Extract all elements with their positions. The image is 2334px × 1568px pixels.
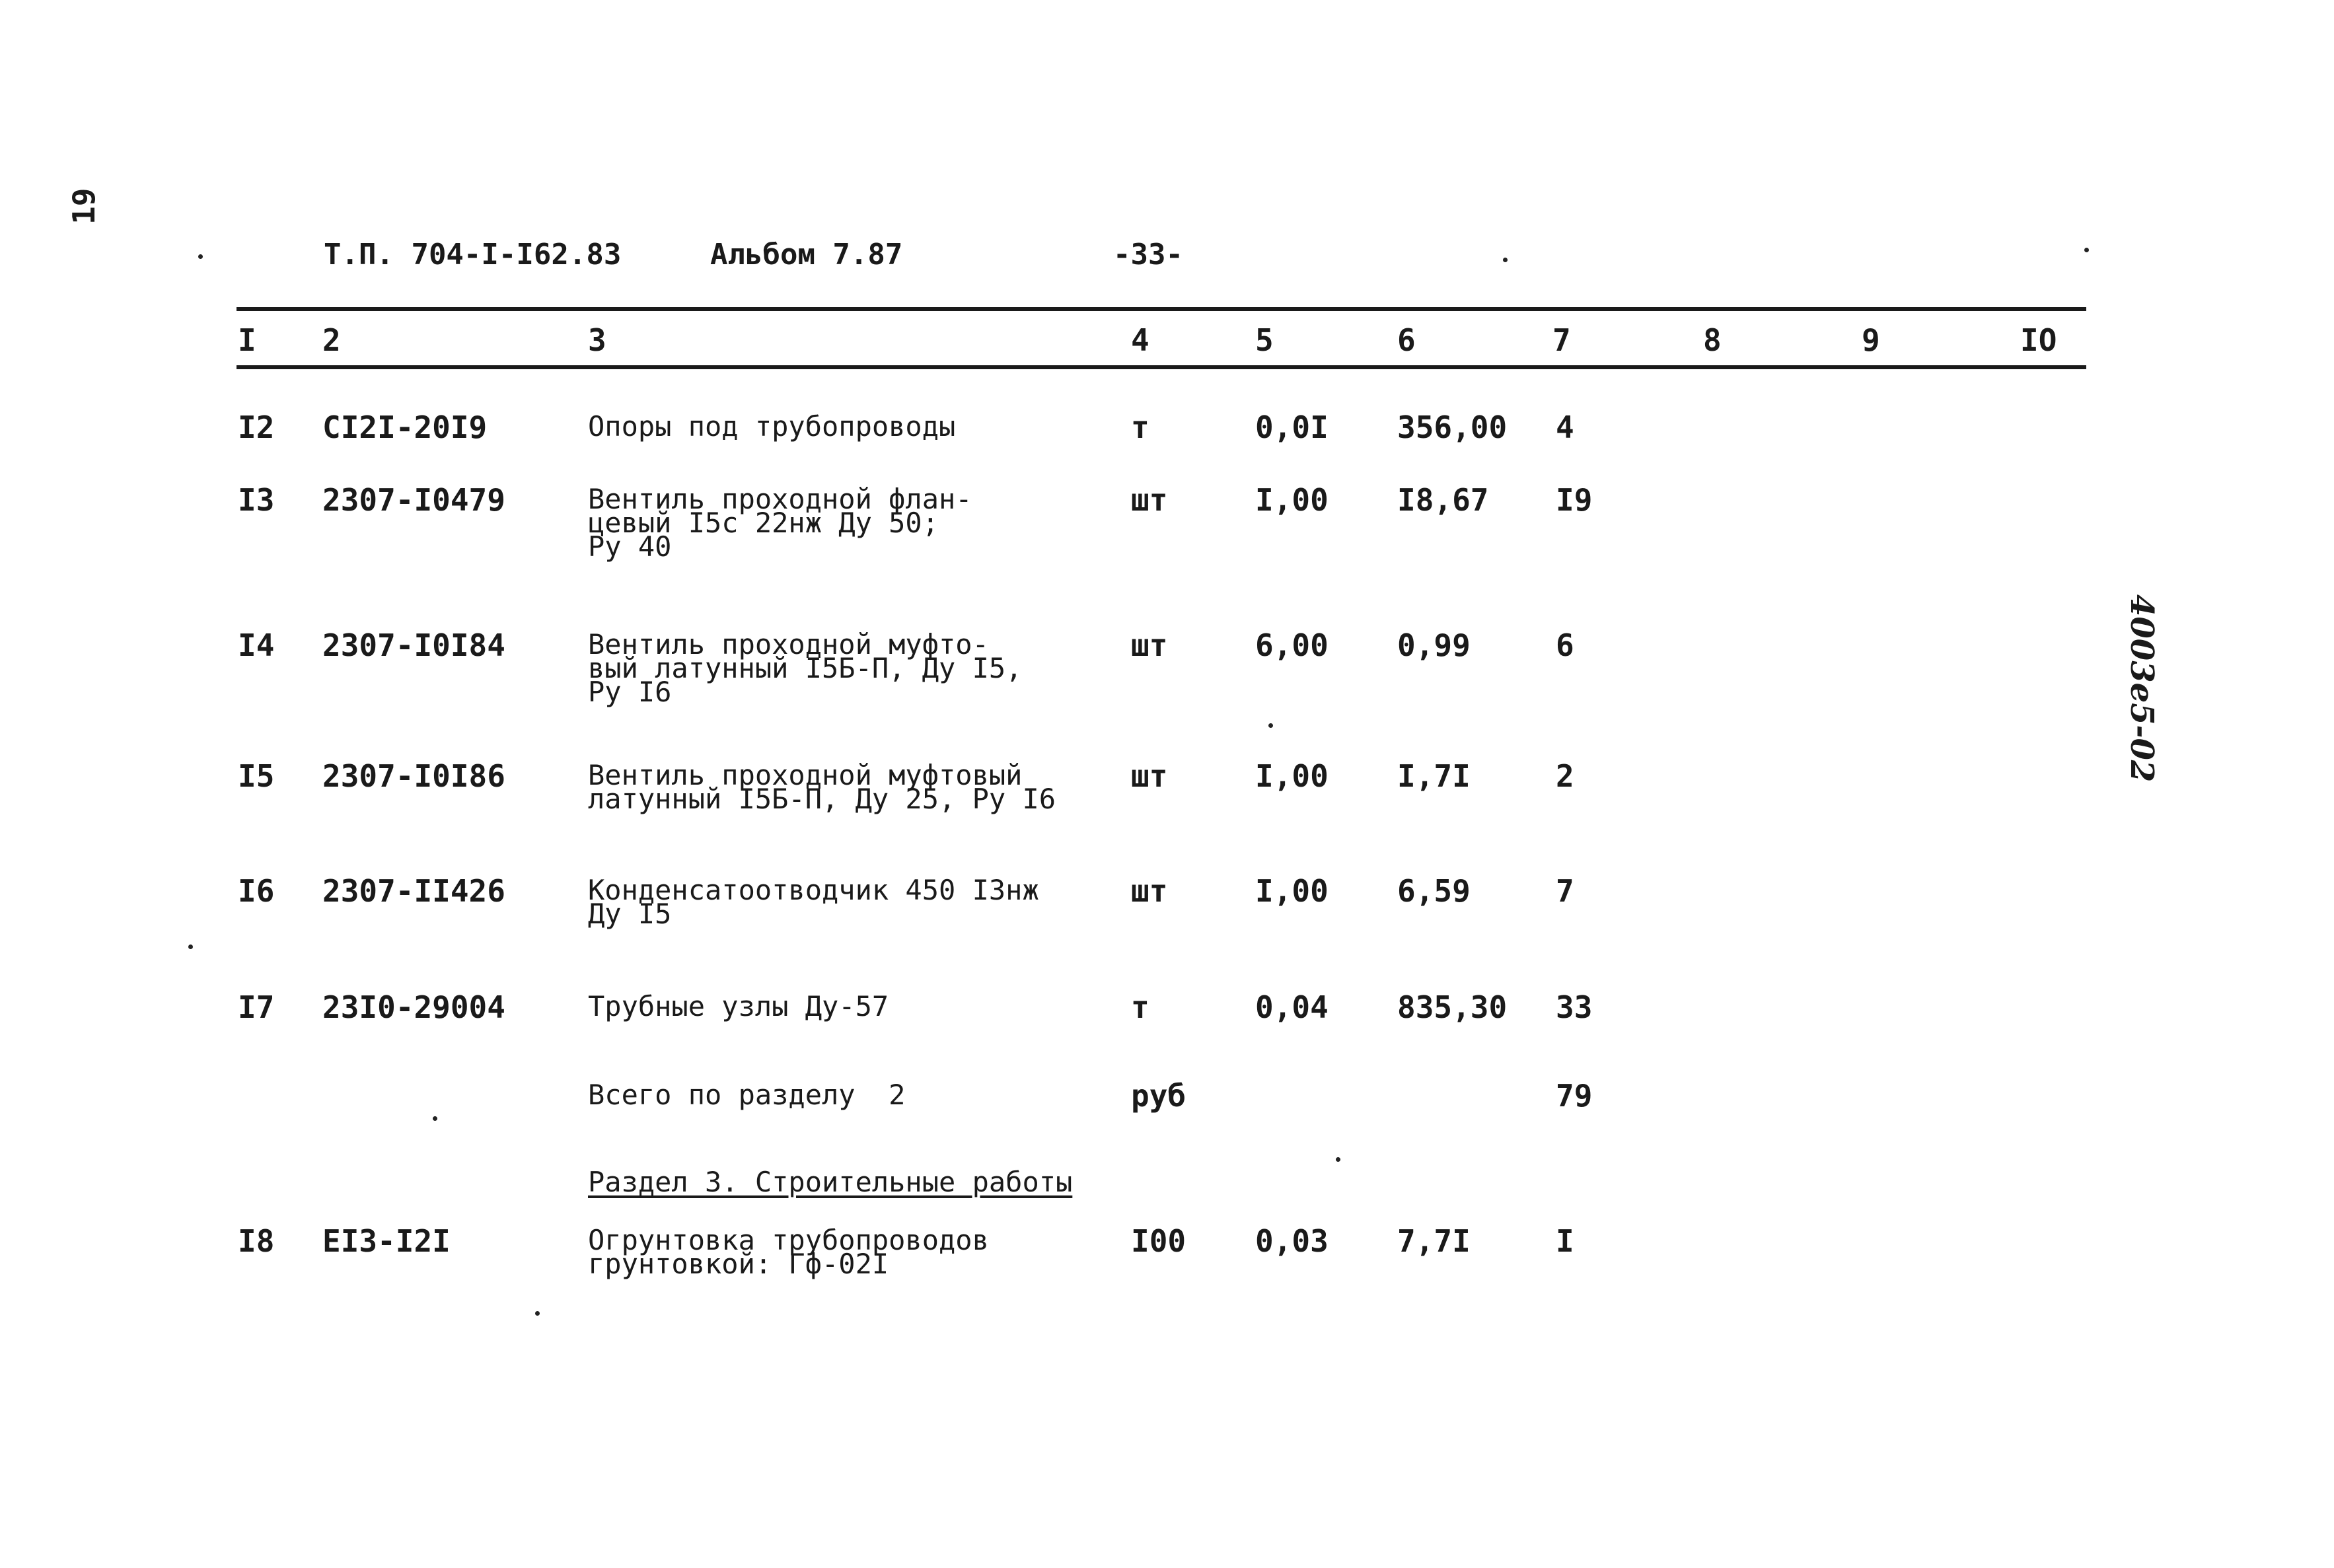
row-description: Конденсатоотводчик 450 I3нж Ду I5: [588, 874, 1039, 930]
scan-speck: [1268, 723, 1273, 728]
row-number: I2: [238, 410, 275, 445]
row-unit: т: [1131, 989, 1149, 1025]
side-stamp: 4003е5-02: [2123, 594, 2160, 783]
col-number-2: 2: [322, 322, 341, 358]
section-title: Раздел 3. Строительные работы: [588, 1166, 1073, 1198]
scan-speck: [198, 254, 203, 259]
row-total: 2: [1556, 758, 1574, 794]
row-unit: шт: [1131, 627, 1168, 663]
row-description: Трубные узлы Ду-57: [588, 990, 889, 1022]
row-total: I9: [1556, 482, 1593, 518]
row-price: 835,30: [1397, 989, 1508, 1025]
row-unit: шт: [1131, 758, 1168, 794]
row-quantity: 0,0I: [1255, 410, 1329, 445]
row-total: 7: [1556, 873, 1574, 909]
row-unit: I00: [1131, 1223, 1186, 1259]
scan-speck: [535, 1311, 540, 1316]
row-total: 4: [1556, 410, 1574, 445]
col-number-1: I: [238, 322, 256, 358]
row-code: 23I0-29004: [322, 989, 505, 1025]
subtotal-unit: руб: [1131, 1078, 1186, 1114]
subtotal-total: 79: [1556, 1078, 1593, 1114]
row-description: Вентиль проходной муфто- вый латунный I5Б-П, Ду I5, Ру I6: [588, 628, 1023, 708]
col-number-9: 9: [1862, 322, 1880, 358]
scan-speck: [2084, 248, 2089, 252]
row-quantity: I,00: [1255, 482, 1329, 518]
row-price: 356,00: [1397, 410, 1508, 445]
row-quantity: 0,04: [1255, 989, 1329, 1025]
subtotal-label: Всего по разделу 2: [588, 1079, 906, 1111]
col-number-3: 3: [588, 322, 606, 358]
row-code: 2307-I0I86: [322, 758, 505, 794]
row-code: CI2I-20I9: [322, 410, 488, 445]
col-number-10: IO: [2020, 322, 2057, 358]
row-unit: шт: [1131, 482, 1168, 518]
row-number: I5: [238, 758, 275, 794]
table-header-rule: [237, 365, 2086, 369]
row-quantity: 0,03: [1255, 1223, 1329, 1259]
row-code: 2307-II426: [322, 873, 505, 909]
row-description: Вентиль проходной муфтовый латунный I5Б-П, Ду 25, Ру I6: [588, 759, 1056, 815]
scan-speck: [188, 944, 193, 949]
row-total: 33: [1556, 989, 1593, 1025]
col-number-7: 7: [1552, 322, 1571, 358]
col-number-8: 8: [1703, 322, 1722, 358]
row-price: 0,99: [1397, 627, 1471, 663]
row-price: I8,67: [1397, 482, 1489, 518]
col-number-6: 6: [1397, 322, 1416, 358]
scan-speck: [1336, 1157, 1340, 1162]
scan-speck: [1503, 258, 1508, 262]
row-quantity: I,00: [1255, 873, 1329, 909]
row-description: Опоры под трубопроводы: [588, 410, 956, 443]
col-number-4: 4: [1131, 322, 1149, 358]
col-number-5: 5: [1255, 322, 1274, 358]
doc-reference: Т.П. 704-I-I62.83: [324, 238, 622, 271]
row-quantity: 6,00: [1255, 627, 1329, 663]
row-quantity: I,00: [1255, 758, 1329, 794]
row-price: 7,7I: [1397, 1223, 1471, 1259]
row-code: 2307-I0479: [322, 482, 505, 518]
row-description: Вентиль проходной флан- цевый I5с 22нж Ду 50; Ру 40: [588, 483, 972, 563]
row-price: 6,59: [1397, 873, 1471, 909]
margin-mark: 19: [66, 188, 102, 225]
row-description: Огрунтовка трубопроводов грунтовкой: Гф-02I: [588, 1224, 989, 1280]
row-unit: т: [1131, 410, 1149, 445]
row-number: I3: [238, 482, 275, 518]
row-number: I4: [238, 627, 275, 663]
row-number: I7: [238, 989, 275, 1025]
page-number: -33-: [1113, 238, 1183, 271]
scan-speck: [433, 1116, 437, 1121]
row-code: 2307-I0I84: [322, 627, 505, 663]
table-top-rule: [237, 307, 2086, 311]
row-price: I,7I: [1397, 758, 1471, 794]
row-code: EI3-I2I: [322, 1223, 451, 1259]
row-total: I: [1556, 1223, 1574, 1259]
row-total: 6: [1556, 627, 1574, 663]
row-number: I6: [238, 873, 275, 909]
album-label: Альбом 7.87: [710, 238, 903, 271]
row-number: I8: [238, 1223, 275, 1259]
row-unit: шт: [1131, 873, 1168, 909]
